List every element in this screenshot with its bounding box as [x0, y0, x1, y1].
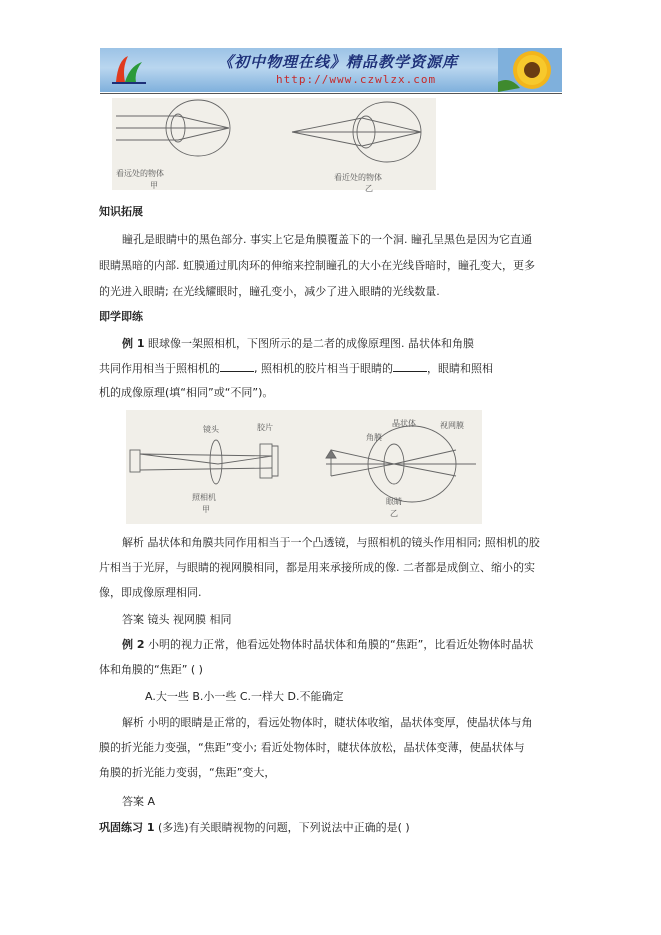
- example1-text-2a: 共同作用相当于照相机的: [99, 362, 220, 375]
- blank-2[interactable]: [393, 362, 427, 372]
- fig2-camera-caption: 照相机: [192, 493, 216, 502]
- consolidation-text: (多选)有关眼睛视物的问题，下列说法中正确的是( ): [157, 821, 410, 834]
- fig2-lens-label: 镜头: [203, 425, 219, 434]
- header-title: 《初中物理在线》精品教学资源库: [218, 53, 459, 71]
- analysis1-line-2: 片相当于光屏，与眼睛的视网膜相同，都是用来承接所成的像. 二者都是成倒立、缩小的实: [99, 561, 535, 574]
- example2-text-1: 小明的视力正常，他看远处物体时晶状体和角膜的“焦距”，比看近处物体时晶状: [147, 638, 534, 651]
- header-rule: [100, 93, 562, 94]
- analysis2-line-1: 解析 小明的眼睛是正常的，看远处物体时，睫状体收缩，晶状体变厚，使晶状体与角: [122, 716, 533, 729]
- fig2-iris-label: 眼睛: [386, 497, 402, 506]
- header-url: http://www.czwlzx.com: [276, 73, 437, 86]
- figure1-caption-right-sub: 乙: [365, 184, 373, 193]
- figure1-caption-left-sub: 甲: [150, 181, 158, 190]
- consolidation-line: [99, 821, 410, 834]
- analysis2-line-3: 角膜的折光能力变弱，“焦距”变大，: [99, 766, 276, 779]
- knowledge-line-2: 眼睛黑暗的内部. 虹膜通过肌肉环的伸缩来控制瞳孔的大小在光线昏暗时，瞳孔变大，更多: [99, 259, 535, 272]
- knowledge-line-1: 瞳孔是眼睛中的黑色部分. 事实上它是角膜覆盖下的一个洞. 瞳孔呈黑色是因为它直通: [122, 233, 532, 246]
- fig2-cornea-label: 角膜: [366, 433, 382, 442]
- sunflower-icon: [498, 48, 562, 92]
- blank-1[interactable]: [220, 362, 254, 372]
- consolidation-label: 巩固练习 1: [99, 821, 155, 834]
- example2-line2: 体和角膜的“焦距” ( ): [99, 663, 203, 676]
- figure1-caption-right: 看近处的物体: [334, 173, 382, 182]
- fig2-eye-sub: 乙: [390, 509, 398, 518]
- example1-text-2b: , 照相机的胶片相当于眼睛的: [254, 362, 393, 375]
- fig2-crystal-label: 晶状体: [392, 419, 416, 428]
- example2-label: 例 2: [122, 638, 145, 651]
- example1-line3: 机的成像原理(填“相同”或“不同”)。: [99, 386, 274, 399]
- analysis2-line-2: 膜的折光能力变强，“焦距”变小; 看近处物体时，睫状体放松，晶状体变薄，使晶状体与: [99, 741, 525, 754]
- example2-line1: [122, 638, 533, 651]
- example1-line2: [99, 362, 493, 375]
- fig2-film-label: 胶片: [257, 423, 273, 432]
- example1-line1: [122, 337, 474, 350]
- header-banner: [100, 48, 562, 92]
- figure1-caption-left: 看远处的物体: [116, 169, 164, 178]
- answer2: 答案 A: [122, 795, 156, 808]
- analysis1-line-1: 解析 晶状体和角膜共同作用相当于一个凸透镜，与照相机的镜头作用相同; 照相机的胶: [122, 536, 540, 549]
- example1-text-1: 眼球像一架照相机，下图所示的是二者的成像原理图. 晶状体和角膜: [147, 337, 474, 350]
- fig2-camera-sub: 甲: [202, 505, 210, 514]
- logo-icon: [108, 52, 150, 88]
- example1-text-2c: ，眼睛和照相: [427, 362, 493, 375]
- example1-label: 例 1: [122, 337, 145, 350]
- fig2-retina-label: 视网膜: [440, 421, 464, 430]
- knowledge-line-3: 的光进入眼睛; 在光线耀眼时，瞳孔变小，减少了进入眼睛的光线数量.: [99, 285, 440, 298]
- analysis1-line-3: 像，即成像原理相同.: [99, 586, 202, 599]
- knowledge-heading: 知识拓展: [99, 205, 143, 218]
- camera-eye-figure: [126, 410, 482, 524]
- example2-options: A.大一些 B.小一些 C.一样大 D.不能确定: [145, 690, 344, 703]
- practice-heading: 即学即练: [99, 310, 143, 323]
- answer1: 答案 镜头 视网膜 相同: [122, 613, 232, 626]
